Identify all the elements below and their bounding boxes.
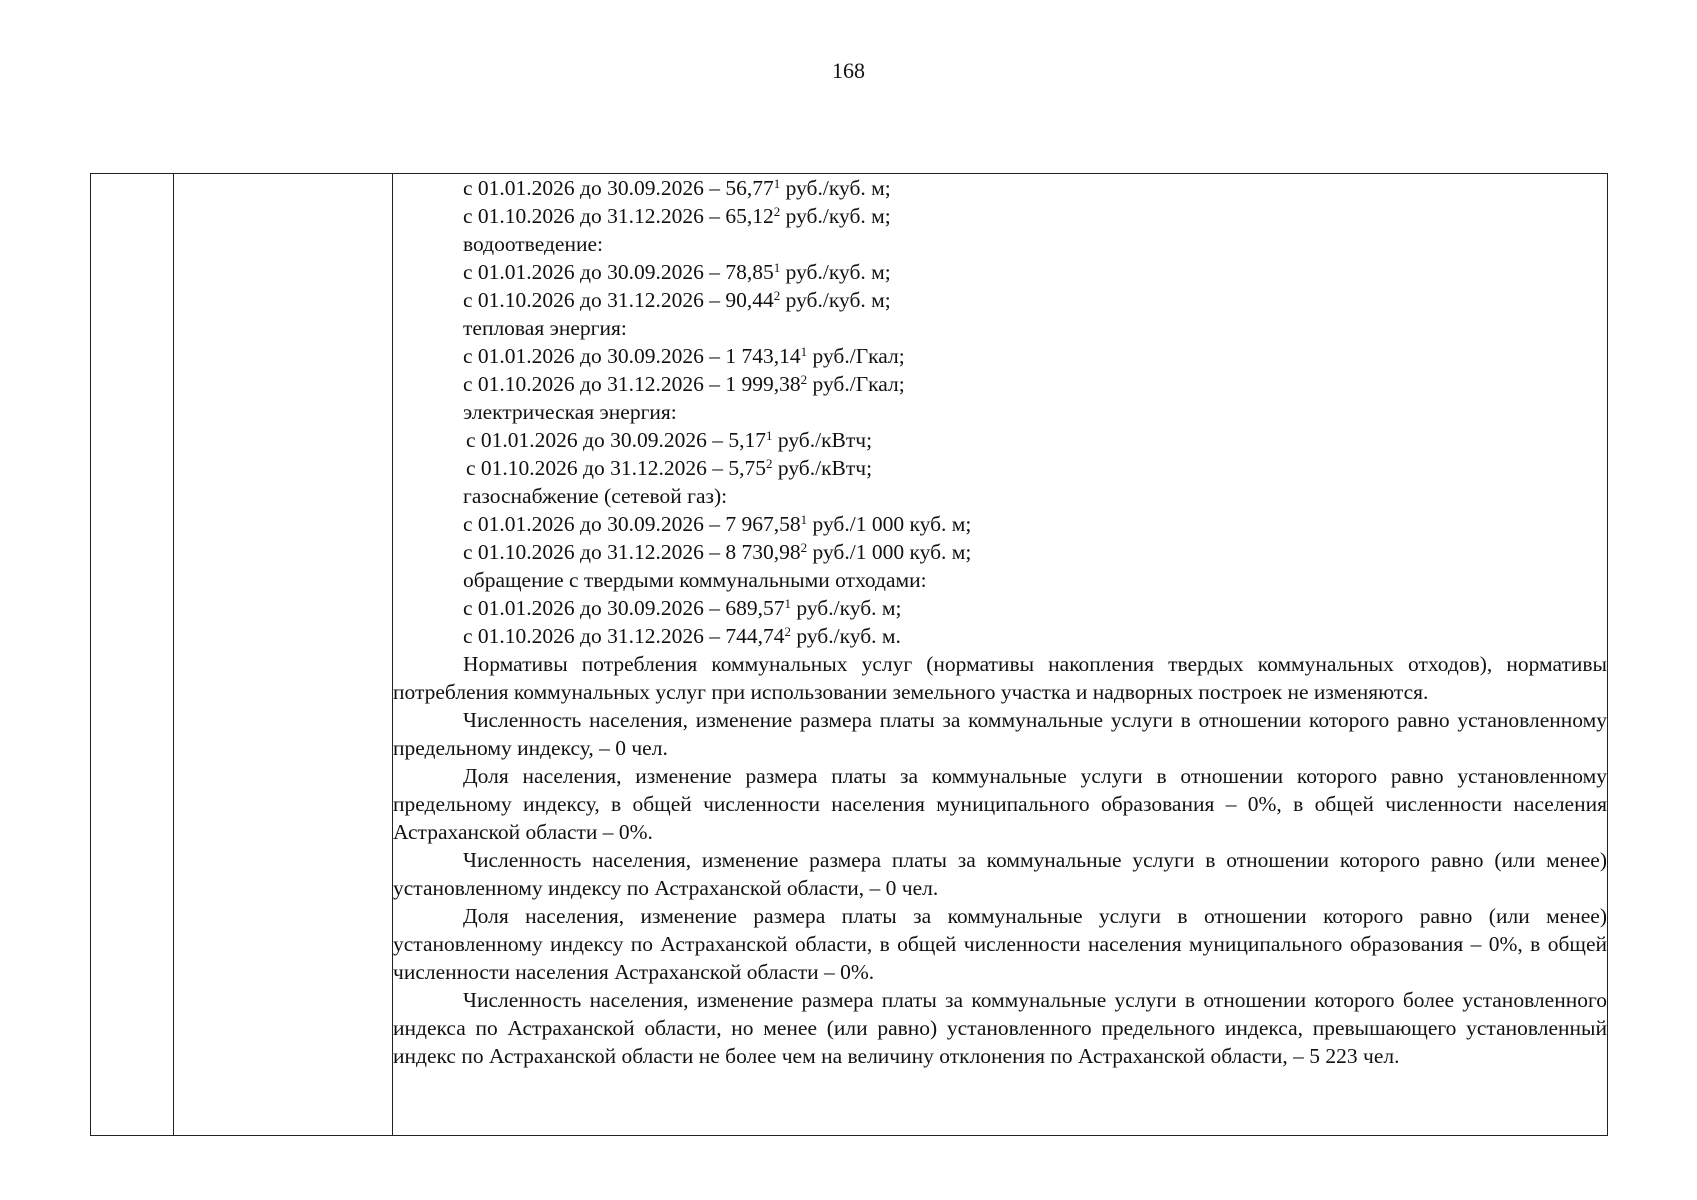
body-paragraph: Доля населения, изменение размера платы за коммунальные услуги в отношении которого равно установленному предельному индексу, в общей численности населения муниципального образования – 0%, в общей численности населения Астраханской области – 0%. [393, 764, 1607, 844]
footnote-marker: 1 [800, 512, 808, 527]
tariff-text: с 01.01.2026 до 30.09.2026 – 689,57 [463, 596, 785, 620]
footnote-marker: 2 [765, 456, 773, 471]
tariff-text: с 01.10.2026 до 31.12.2026 – 90,44 [463, 288, 774, 312]
footnote-marker: 2 [773, 288, 781, 303]
tariff-text: с 01.10.2026 до 31.12.2026 – 5,75 [466, 456, 766, 480]
tariff-heading [393, 230, 1607, 258]
table-row [91, 174, 1608, 1136]
tariff-line [393, 454, 1607, 482]
tariff-text: с 01.10.2026 до 31.12.2026 – 1 999,38 [463, 372, 801, 396]
tariff-line [393, 258, 1607, 286]
tariff-line [393, 202, 1607, 230]
tariff-unit: руб./куб. м; [780, 204, 891, 228]
tariff-heading [393, 398, 1607, 426]
tariff-unit: руб./кВтч; [772, 428, 873, 452]
body-paragraph: Численность населения, изменение размера платы за коммунальные услуги в отношении которого равно установленному предельному индексу, – 0 чел. [393, 708, 1607, 760]
tariff-text: электрическая энергия: [463, 400, 677, 424]
tariff-unit: руб./куб. м. [790, 624, 901, 648]
table-cell-municipality [174, 174, 393, 1136]
paragraphs [393, 650, 1607, 1070]
table-cell-content [393, 174, 1608, 1136]
tariff-text: с 01.01.2026 до 30.09.2026 – 78,85 [463, 260, 774, 284]
table-cell-number [91, 174, 174, 1136]
tariff-unit: руб./куб. м; [790, 596, 902, 620]
tariff-text: с 01.01.2026 до 30.09.2026 – 7 967,58 [463, 512, 801, 536]
footnote-marker: 2 [773, 204, 781, 219]
footnote-marker: 1 [784, 596, 791, 611]
document-table [90, 173, 1608, 1136]
tariff-line [393, 594, 1607, 622]
body-paragraph: Доля населения, изменение размера платы за коммунальные услуги в отношении которого равно (или менее) установленному индексу по Астраханской области, в общей численности населения муниципального образования – 0%, в общей численности населения Астраханской области – 0%. [393, 904, 1607, 984]
tariff-unit: руб./1 000 куб. м; [807, 540, 972, 564]
tariff-heading [393, 566, 1607, 594]
tariff-text: с 01.10.2026 до 31.12.2026 – 744,74 [463, 624, 785, 648]
tariff-heading [393, 314, 1607, 342]
tariff-text: с 01.01.2026 до 30.09.2026 – 56,77 [463, 176, 774, 200]
body-paragraph: Численность населения, изменение размера платы за коммунальные услуги в отношении которого более установленного индекса по Астраханской области, но менее (или равно) установленного предельного индекса, превышающего установленный индекс по Астраханской области не более чем на величину отклонения по Астраханской области, – 5 223 чел. [393, 988, 1607, 1068]
footnote-marker: 1 [800, 344, 808, 359]
footnote-marker: 1 [773, 260, 781, 275]
tariff-unit: руб./куб. м; [780, 260, 891, 284]
tariff-line [393, 370, 1607, 398]
tariff-text: водоотведение: [463, 232, 603, 256]
tariff-unit: руб./куб. м; [780, 176, 891, 200]
tariff-unit: руб./1 000 куб. м; [807, 512, 972, 536]
footnote-marker: 2 [800, 372, 808, 387]
footnote-marker: 2 [800, 540, 808, 555]
tariff-text: обращение с твердыми коммунальными отходами: [463, 568, 927, 592]
footnote-marker: 2 [784, 624, 791, 639]
tariff-lines [393, 174, 1607, 650]
tariff-text: с 01.01.2026 до 30.09.2026 – 5,17 [466, 428, 766, 452]
tariff-line [393, 342, 1607, 370]
tariff-text: с 01.01.2026 до 30.09.2026 – 1 743,14 [463, 344, 801, 368]
tariff-unit: руб./Гкал; [807, 344, 905, 368]
tariff-unit: руб./кВтч; [772, 456, 873, 480]
tariff-text: газоснабжение (сетевой газ): [463, 484, 728, 508]
tariff-heading [393, 482, 1607, 510]
tariff-line [393, 174, 1607, 202]
footnote-marker: 1 [773, 176, 781, 191]
tariff-line [393, 426, 1607, 454]
body-paragraph: Численность населения, изменение размера платы за коммунальные услуги в отношении которого равно (или менее) установленному индексу по Астраханской области, – 0 чел. [393, 848, 1607, 900]
page-number: 168 [832, 58, 865, 83]
tariff-text: с 01.10.2026 до 31.12.2026 – 8 730,98 [463, 540, 801, 564]
tariff-text: тепловая энергия: [463, 316, 627, 340]
tariff-unit: руб./куб. м; [780, 288, 891, 312]
body-paragraph: Нормативы потребления коммунальных услуг (нормативы накопления твердых коммунальных отходов), нормативы потребления коммунальных услуг при использовании земельного участка и надворных построек не изменяются. [393, 652, 1607, 704]
footnote-marker: 1 [765, 428, 773, 443]
tariff-unit: руб./Гкал; [807, 372, 905, 396]
tariff-text: с 01.10.2026 до 31.12.2026 – 65,12 [463, 204, 774, 228]
tariff-line [393, 510, 1607, 538]
tariff-line [393, 286, 1607, 314]
tariff-line [393, 622, 1607, 650]
tariff-line [393, 538, 1607, 566]
